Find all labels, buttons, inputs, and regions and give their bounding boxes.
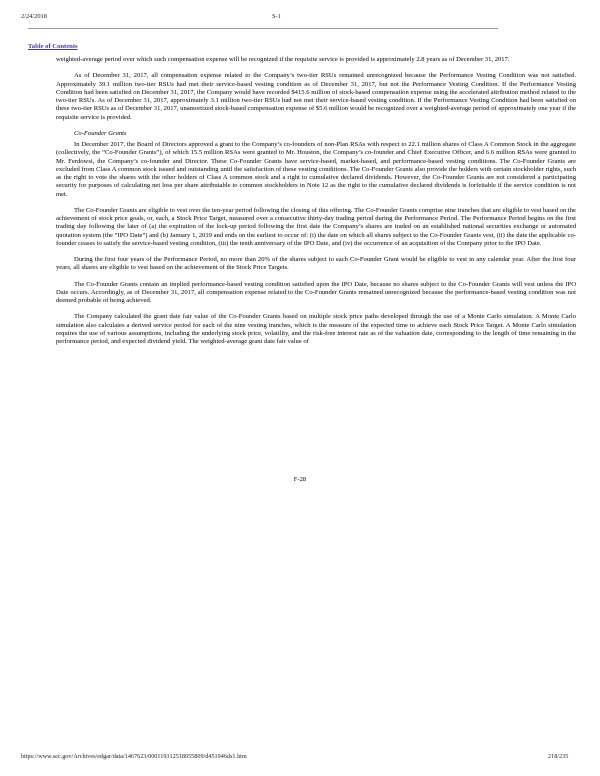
footer-url: https://www.sec.gov/Archives/edgar/data/1467623/000119312518055809/d451946ds1.htm <box>21 753 247 760</box>
document-title: S-1 <box>272 13 281 20</box>
document-body <box>56 56 576 354</box>
print-date: 2/24/2018 <box>21 13 47 20</box>
paragraph-first-four-years: During the first four years of the Performance Period, no more than 20% of the shares subject to each Co-Founder Grant would be eligible to vest in any calendar year. After the first four years, all shares are eligible to vest based on the achievement of the Stock Price Targets. <box>56 256 576 272</box>
footer-page-count: 218/235 <box>548 753 569 760</box>
page-number: F-28 <box>293 476 307 483</box>
paragraph-implied-condition: The Co-Founder Grants contain an implied performance-based vesting condition satisfied upon the IPO Date, because no shares subject to the Co-Founder Grants will vest unless the IPO Date occurs. Accordingly, as of December 31, 2017, all compensation expense related to the Co-Founder Grants remained unrecognized because the performance-based vesting condition was not deemed probable of being achieved. <box>56 280 576 304</box>
section-heading-co-founder-grants: Co-Founder Grants <box>74 129 127 137</box>
header-divider <box>28 28 498 29</box>
paragraph-vesting-period: The Co-Founder Grants are eligible to vest over the ten-year period following the closing of this offering. The Co-Founder Grants comprise nine tranches that are eligible to vest based on the achievement of stock price goals, or, each, a Stock Price Target, measured over a consecutive thirty-day trading period during the Performance Period. The Performance Period begins on the first trading day following the later of (a) the expiration of the lock-up period following the first date the Company’s shares are traded on an established national securities exchange or automated quotation system (the “IPO Date”) and (b) January 1, 2019 and ends on the earliest to occur of: (i) the date on which all shares subject to the Co-Founder Grants vest, (ii) the date the applicable co-founder ceases to satisfy the service-based vesting condition, (iii) the tenth anniversary of the IPO Date, and (iv) the occurrence of an acquisition of the Company prior to the IPO Date. <box>56 206 576 247</box>
paragraph-monte-carlo: The Company calculated the grant date fair value of the Co-Founder Grants based on multiple stock price paths developed through the use of a Monte Carlo simulation. A Monte Carlo simulation also calculates a derived service period for each of the nine vesting tranches, which is the measure of the expected time to achieve each Stock Price Target. A Monte Carlo simulation requires the use of various assumptions, including the underlying stock price, volatility, and the risk-free interest rate as of the valuation date, corresponding to the length of time remaining in the performance period, and expected dividend yield. The weighted-average grant date fair value of <box>56 313 576 345</box>
paragraph-continuation: weighted-average period over which such compensation expense will be recognized if the requisite service is provided is approximately 2.8 years as of December 31, 2017. <box>56 56 510 63</box>
table-of-contents-link[interactable]: Table of Contents <box>28 43 78 50</box>
paragraph-co-founder-grant-approval: In December 2017, the Board of Directors approved a grant to the Company’s co-founders of non-Plan RSAs with respect to 22.1 million shares of Class A Common Stock in the aggregate (collectively, the “Co-Founder Grants”), of which 15.5 million RSAs were granted to Mr. Houston, the Company’s co-founder and Chief Executive Officer, and 6.6 million RSAs were granted to Mr. Ferdowsi, the Company’s co-founder and Director. These Co-Founder Grants have service-based, market-based, and performance-based vesting conditions. The Co-Founder Grants are excluded from Class A common stock issued and outstanding until the satisfaction of these vesting conditions. The Co-Founder Grants also provide the holders with certain stockholder rights, such as the right to vote the shares with the other holders of Class A common stock and a right to cumulative declared dividends. However, the Co-Founder Grants are not considered a participating security for purposes of calculating net loss per share attributable to common stockholders in Note 12 as the right to the cumulative declared dividends is forfeitable if the service condition is not met. <box>56 141 576 198</box>
paragraph-two-tier-rsus: As of December 31, 2017, all compensation expense related to the Company’s two-tier RSUs remained unrecognized because the Performance Vesting Condition was not satisfied. Approximately 39.1 million two-tier RSUs had met their service-based vesting condition as of December 31, 2017, but not the Performance Vesting Condition. If the Performance Vesting Condition had been satisfied on December 31, 2017, the Company would have recorded $415.6 million of stock-based compensation expense using the accelerated attribution method related to the two-tier RSUs. As of December 31, 2017, approximately 3.1 million two-tier RSUs had not met their service-based vesting condition. If the Performance Vesting Condition had been satisfied on these two-tier RSUs as of December 31, 2017, unamortized stock-based compensation expense of $5.6 million would be recognized over a weighted-average period of approximately one year if the requisite service is provided. <box>56 72 577 121</box>
